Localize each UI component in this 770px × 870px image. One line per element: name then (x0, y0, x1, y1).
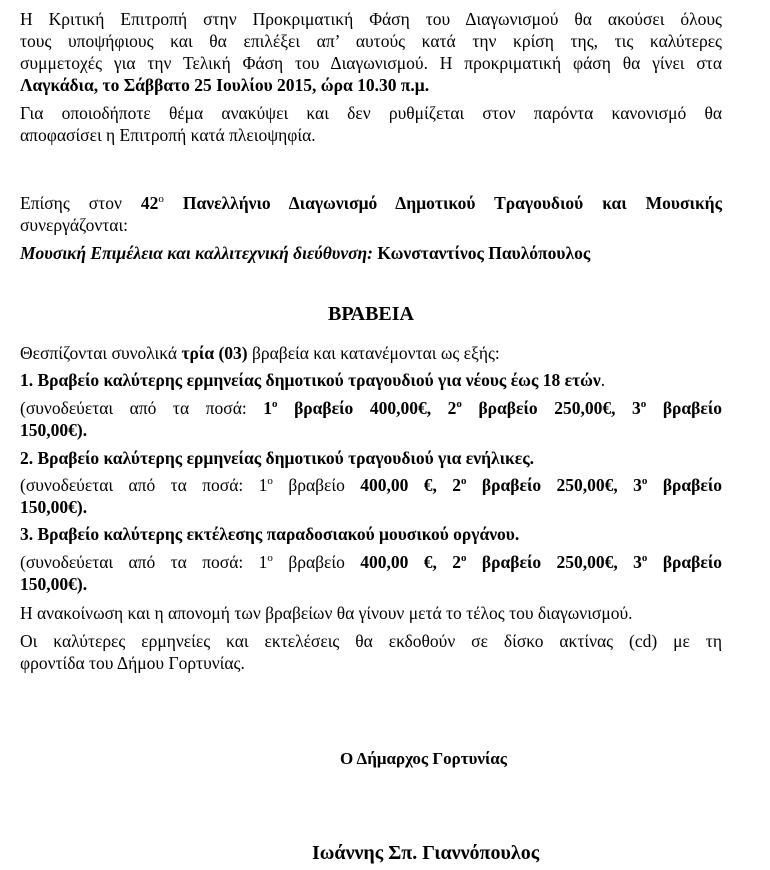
awards-summary: Θεσπίζονται συνολικά τρία (03) βραβεία και κατανέμονται ως εξής: (20, 343, 500, 363)
award-1-title: 1. Βραβείο καλύτερης ερμηνείας δημοτικού τραγουδιού για νέους έως 18 ετών. (20, 370, 606, 390)
collab-line-1: Επίσης στον $42^o$ Πανελλήνιο Διαγωνισμό Δημοτικού Τραγουδιού και Μουσικής (20, 193, 722, 213)
collab-credit: Μουσική Επιμέλεια και καλλιτεχνική διεύθυνση: Κωνσταντίνος Παυλόπουλος (20, 243, 591, 263)
intro-line-1: Η Κριτική Επιτροπή στην Προκριματική Φάση του Διαγωνισμού θα ακούσει όλους (20, 9, 722, 29)
any-issue-line-2: αποφασίσει η Επιτροπή κατά πλειοψηφία. (20, 125, 316, 145)
announce-text: Η ανακοίνωση και η απονομή των βραβείων θα γίνουν μετά το τέλος του διαγωνισμού. (20, 603, 633, 623)
any-issue-line-1: Για οποιοδήποτε θέμα ανακύψει και δεν ρυθμίζεται στον παρόντα κανονισμό θα (20, 103, 722, 123)
award-2-amounts: (συνοδεύεται από τα ποσά: $1^o$ βραβείο 400,00 €, $2^o$ βραβείο 250,00€, $3^o$ βραβείο (20, 475, 723, 495)
award-1-amounts: (συνοδεύεται από τα ποσά: $1^o$ βραβείο 400,00€, $2^o$ βραβείο 250,00€, $3^o$ βραβείο (20, 398, 723, 418)
signature-name: Ιωάννης Σπ. Γιαννόπουλος (312, 842, 540, 864)
award-3-title: 3. Βραβείο καλύτερης εκτέλεσης παραδοσιακού μουσικού οργάνου. (20, 524, 520, 544)
intro-line-3: συμμετοχές για την Τελική Φάση του Διαγωνισμού. Η προκριματική φάση θα γίνει στα (20, 53, 722, 73)
collab-line-2: συνεργάζονται: (20, 215, 129, 235)
intro-line-4: Λαγκάδια, το Σάββατο 25 Ιουλίου 2015, ώρα 10.30 π.μ. (20, 75, 430, 95)
intro-line-2: τους υποψήφιους και θα επιλέξει απ’ αυτούς κατά την κρίση της, τις καλύτερες (20, 31, 722, 51)
awards-heading: ΒΡΑΒΕΙΑ (328, 303, 414, 325)
award-2-title: 2. Βραβείο καλύτερης ερμηνείας δημοτικού τραγουδιού για ενήλικες. (20, 448, 535, 468)
award-1-amount-end: 150,00€). (20, 420, 88, 440)
award-2-amount-end: 150,00€). (20, 497, 88, 517)
signature-title: Ο Δήμαρχος Γορτυνίας (340, 749, 507, 768)
award-3-amount-end: 150,00€). (20, 574, 88, 594)
cd-line-1: Οι καλύτερες ερμηνείες και εκτελέσεις θα εκδοθούν σε δίσκο ακτίνας (cd) με τη (20, 631, 722, 651)
cd-line-2: φροντίδα του Δήμου Γορτυνίας. (20, 653, 245, 673)
award-3-amounts: (συνοδεύεται από τα ποσά: $1^o$ βραβείο 400,00 €, $2^o$ βραβείο 250,00€, $3^o$ βραβείο (20, 552, 723, 572)
